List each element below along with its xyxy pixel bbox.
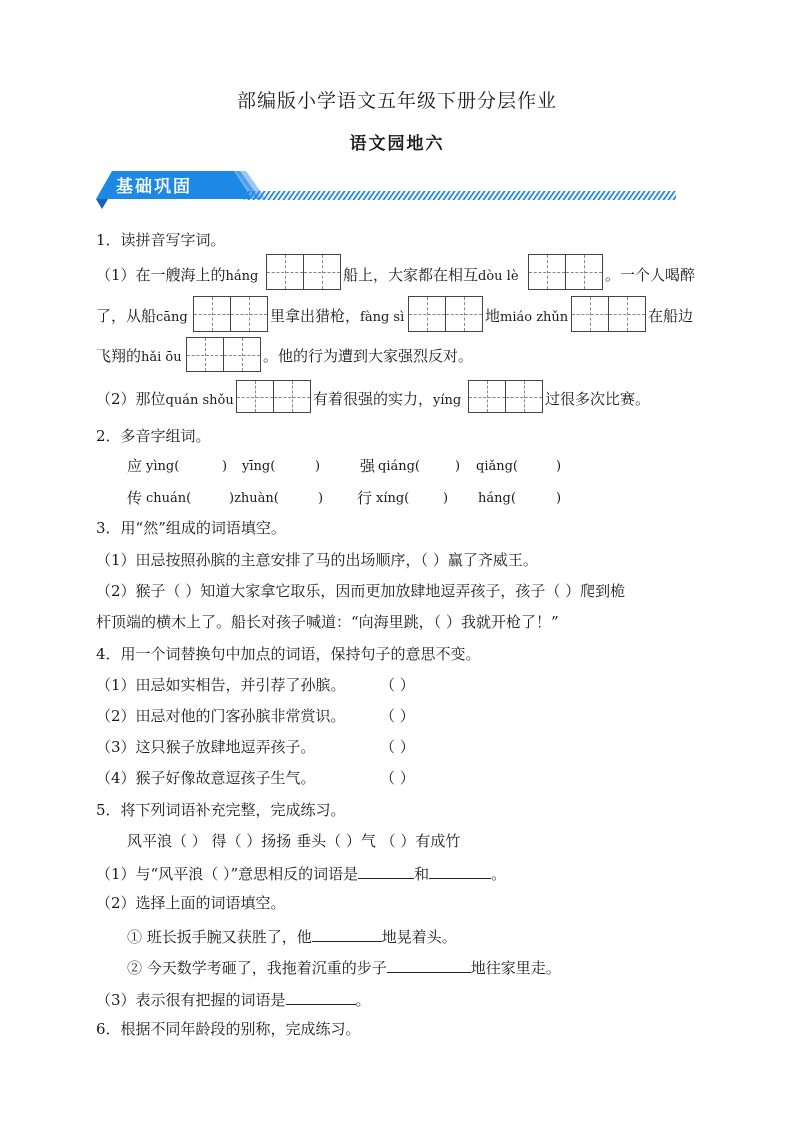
q5-text: （1）与“风平浪（ ）”意思相反的词语是	[96, 865, 359, 883]
q2-blank-close[interactable]: )	[315, 459, 321, 474]
q5-sub1	[96, 862, 506, 884]
q5-sub3	[96, 988, 371, 1010]
q1-text: 。他的行为遭到大家强烈反对。	[263, 347, 474, 365]
q4-answer-blank[interactable]: （ ）	[380, 707, 415, 725]
q2-char: 行	[357, 489, 373, 507]
q4-item: （2）田忌对他的门客孙膑非常赏识。	[96, 707, 346, 725]
pinyin-label: yíng	[433, 393, 462, 408]
answer-line[interactable]	[387, 956, 471, 973]
q5-sub2b	[127, 956, 561, 978]
q1-line1	[96, 265, 258, 287]
q4-item: （3）这只猴子放肆地逗弄孩子。	[96, 738, 316, 756]
q2-blank-close[interactable]: )	[556, 459, 562, 474]
q1-text: 在船边	[648, 307, 694, 325]
q3-sentence: （1）田忌按照孙膑的主意安排了马的出场顺序，（ ）赢了齐威王。	[96, 551, 538, 569]
q2-blank-close[interactable]: )	[556, 491, 562, 506]
q2-pinyin: qiǎng(	[476, 459, 518, 474]
q1-text: （2）那位	[96, 390, 166, 408]
q5-sub2a	[127, 925, 457, 947]
writing-grid-quanshou[interactable]	[236, 380, 311, 413]
q1-heading: 1．读拼音写字词。	[96, 231, 226, 249]
q1-text: 了，从船	[96, 307, 157, 325]
q1-text: 过很多次比赛。	[545, 390, 651, 408]
q5-word-list: 风平浪（ ） 得（ ）扬扬 垂头（ ）气 （ ）有成竹	[127, 832, 461, 850]
writing-grid-ying[interactable]	[468, 380, 543, 413]
banner-stripes	[244, 191, 676, 200]
q5-heading: 5．将下列词语补充完整，完成练习。	[96, 801, 346, 819]
q1-line1b	[343, 265, 519, 287]
q4-heading: 4．用一个词替换句中加点的词语，保持句子的意思不变。	[96, 645, 481, 663]
q1-line2b	[270, 306, 404, 328]
writing-grid-miaozhun[interactable]	[571, 296, 646, 332]
q2-char: 强	[360, 457, 376, 475]
answer-line[interactable]	[286, 988, 356, 1005]
q5-text: 地晃着头。	[381, 928, 457, 946]
writing-grid-hang[interactable]	[266, 254, 341, 290]
q5-text: （3）表示很有把握的词语是	[96, 991, 286, 1009]
q2-pinyin: qiáng(	[378, 459, 420, 474]
q4-item: （1）田忌如实相告，并引荐了孙膑。	[96, 676, 346, 694]
q3-heading: 3．用“然”组成的词语填空。	[96, 519, 286, 537]
pinyin-label: quán shǒu	[165, 393, 234, 408]
answer-line[interactable]	[312, 925, 382, 942]
writing-grid-fangsi[interactable]	[408, 296, 483, 332]
q4-item: （4）猴子好像故意逗孩子生气。	[96, 769, 316, 787]
q4-answer-blank[interactable]: （ ）	[380, 738, 415, 756]
writing-grid-doule[interactable]	[528, 254, 603, 290]
banner-fold	[96, 199, 108, 209]
q4-answer-blank[interactable]: （ ）	[380, 676, 415, 694]
page-subtitle: 语文园地六	[349, 134, 445, 154]
q2-blank-close[interactable]: )	[455, 459, 461, 474]
q2-blank-close[interactable]: )	[443, 491, 449, 506]
q3-sentence: （2）猴子（ ）知道大家拿它取乐，因而更加放肆地逗弄孩子，孩子（ ）爬到桅	[96, 582, 626, 600]
writing-grid-cang[interactable]	[193, 296, 268, 332]
answer-line[interactable]	[358, 862, 414, 879]
q5-text: 。	[491, 865, 507, 883]
q5-sub2: （2）选择上面的词语填空。	[96, 894, 286, 912]
q2-blank-close[interactable]: )	[222, 459, 228, 474]
q1-text: 。一个人喝醉	[605, 266, 696, 284]
q1-line4b	[313, 389, 461, 411]
q2-pinyin: xíng(	[376, 491, 410, 506]
section-banner	[94, 169, 679, 213]
q1-text: 地	[485, 307, 501, 325]
q5-text: ① 班长扳手腕又获胜了，他	[127, 928, 312, 946]
q2-pinyin: yìng(	[146, 459, 180, 474]
q2-pinyin: háng(	[478, 491, 516, 506]
q1-text: 船上，大家都在相互	[343, 266, 479, 284]
q1-text: （1）在一艘海上的	[96, 266, 226, 284]
q1-line3	[96, 346, 182, 368]
q1-line4	[96, 389, 234, 411]
banner-label: 基础巩固	[116, 177, 192, 197]
q5-text: 地往家里走。	[470, 959, 561, 977]
q5-text: 。	[355, 991, 371, 1009]
pinyin-label: hǎi ōu	[141, 350, 182, 365]
pinyin-label: fàng sì	[360, 310, 405, 325]
q1-line2c	[485, 306, 568, 328]
pinyin-label: miáo zhǔn	[500, 310, 569, 325]
q2-pinyin: chuán(	[146, 491, 192, 506]
page-title: 部编版小学语文五年级下册分层作业	[236, 90, 557, 112]
q2-char: 传	[127, 489, 143, 507]
q6-heading: 6．根据不同年龄段的别称，完成练习。	[96, 1020, 361, 1038]
pinyin-label: cāng	[156, 310, 188, 325]
q3-sentence: 杆顶端的横木上了。船长对孩子喊道：“向海里跳，（ ）我就开枪了！”	[96, 613, 559, 631]
q1-text: 飞翔的	[96, 347, 142, 365]
q1-line2	[96, 306, 188, 328]
q1-text: 有着很强的实力，	[313, 390, 434, 408]
writing-grid-haiou[interactable]	[186, 337, 261, 372]
q4-answer-blank[interactable]: （ ）	[380, 769, 415, 787]
q5-text: ② 今天数学考砸了，我拖着沉重的步子	[127, 959, 387, 977]
q1-text: 里拿出猎枪，	[270, 307, 361, 325]
q2-pinyin: yīng(	[242, 459, 276, 474]
q2-blank-close[interactable]: )	[318, 491, 324, 506]
q2-pinyin: )zhuàn(	[229, 491, 279, 506]
pinyin-label: háng	[225, 269, 259, 284]
q2-char: 应	[127, 457, 143, 475]
pinyin-label: dòu lè	[478, 269, 519, 284]
answer-line[interactable]	[429, 862, 491, 879]
q2-heading: 2．多音字组词。	[96, 427, 211, 445]
q5-text: 和	[414, 865, 430, 883]
